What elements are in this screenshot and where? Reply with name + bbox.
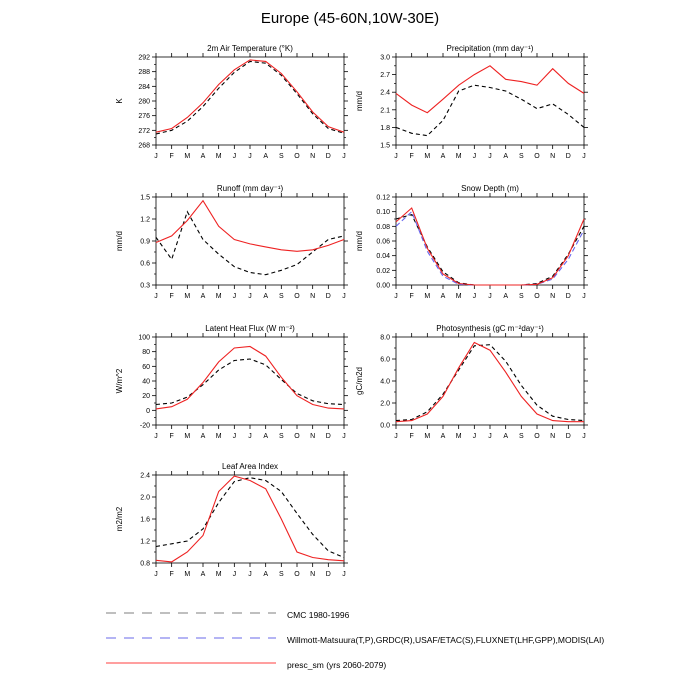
svg-text:0.06: 0.06 (376, 238, 390, 246)
svg-text:N: N (310, 433, 316, 440)
svg-text:mm/d: mm/d (115, 231, 124, 251)
svg-text:0.08: 0.08 (376, 223, 390, 231)
legend (105, 602, 604, 677)
legend-label: Willmott-Matsuura(T,P),GRDC(R),USAF/ETAC(S),FLUXNET(LHF,GPP),MODIS(LAI) (287, 634, 605, 645)
svg-text:D: D (325, 433, 331, 440)
svg-text:F: F (409, 153, 414, 160)
svg-text:M: M (184, 153, 191, 160)
svg-text:J: J (582, 153, 586, 160)
svg-text:J: J (394, 153, 398, 160)
svg-text:O: O (534, 153, 540, 160)
svg-text:J: J (248, 153, 252, 160)
svg-text:Leaf Area Index: Leaf Area Index (221, 462, 279, 471)
svg-text:A: A (503, 433, 509, 440)
svg-text:A: A (440, 153, 446, 160)
svg-text:A: A (503, 153, 509, 160)
chart-runoff (110, 182, 354, 304)
svg-text:M: M (424, 433, 431, 440)
svg-text:J: J (394, 433, 398, 440)
svg-text:J: J (248, 571, 252, 578)
svg-text:2.0: 2.0 (140, 494, 150, 502)
svg-text:F: F (409, 293, 414, 300)
chart-svg-temp (110, 42, 354, 164)
svg-text:A: A (200, 153, 206, 160)
svg-text:0: 0 (146, 407, 150, 415)
chart-svg-lhf (110, 322, 354, 444)
chart-svg-precip (350, 42, 594, 164)
svg-text:A: A (200, 293, 206, 300)
svg-text:60: 60 (142, 363, 150, 371)
svg-text:A: A (503, 293, 509, 300)
svg-text:M: M (184, 571, 191, 578)
svg-text:Latent Heat Flux (W m⁻²): Latent Heat Flux (W m⁻²) (205, 324, 295, 333)
svg-text:284: 284 (138, 83, 150, 91)
svg-text:292: 292 (138, 54, 150, 62)
svg-text:J: J (248, 433, 252, 440)
svg-text:Photosynthesis (gC m⁻²day⁻¹): Photosynthesis (gC m⁻²day⁻¹) (436, 324, 544, 333)
svg-text:M: M (215, 293, 222, 300)
svg-text:2.4: 2.4 (380, 89, 390, 97)
svg-text:D: D (565, 433, 571, 440)
svg-text:M: M (424, 153, 431, 160)
legend-label: presc_sm (yrs 2060-2079) (287, 659, 387, 670)
svg-text:J: J (342, 153, 346, 160)
svg-text:Snow Depth (m): Snow Depth (m) (461, 184, 519, 193)
legend-entry-presc-sm (105, 652, 604, 677)
svg-text:D: D (325, 153, 331, 160)
svg-text:J: J (342, 293, 346, 300)
svg-text:-20: -20 (139, 422, 150, 430)
svg-text:O: O (534, 433, 540, 440)
svg-text:O: O (294, 293, 300, 300)
svg-text:J: J (582, 433, 586, 440)
svg-text:J: J (394, 293, 398, 300)
svg-text:K: K (115, 98, 124, 104)
svg-text:M: M (455, 293, 462, 300)
svg-text:1.2: 1.2 (140, 538, 150, 546)
svg-text:N: N (550, 433, 556, 440)
svg-text:Precipitation (mm day⁻¹): Precipitation (mm day⁻¹) (446, 44, 534, 53)
svg-text:M: M (215, 571, 222, 578)
svg-text:mm/d: mm/d (355, 231, 364, 251)
legend-entry-cmc (105, 602, 604, 627)
svg-text:M: M (424, 293, 431, 300)
svg-text:F: F (169, 153, 174, 160)
svg-text:W/m^2: W/m^2 (115, 368, 124, 394)
svg-text:0.00: 0.00 (376, 282, 390, 290)
legend-line-solid-red (105, 656, 287, 674)
svg-text:M: M (215, 433, 222, 440)
svg-text:0.0: 0.0 (380, 422, 390, 430)
svg-text:N: N (550, 293, 556, 300)
chart-svg-snow (350, 182, 594, 304)
svg-text:A: A (440, 293, 446, 300)
svg-text:M: M (455, 153, 462, 160)
chart-svg-runoff (110, 182, 354, 304)
svg-text:6.0: 6.0 (380, 356, 390, 364)
svg-text:A: A (200, 433, 206, 440)
svg-text:J: J (232, 433, 237, 440)
svg-text:m2/m2: m2/m2 (115, 506, 124, 532)
svg-text:S: S (518, 293, 524, 300)
svg-text:F: F (169, 571, 174, 578)
chart-2m-air-temperature (110, 42, 354, 164)
svg-text:1.5: 1.5 (380, 142, 390, 150)
svg-text:D: D (565, 293, 571, 300)
chart-photosynthesis (350, 322, 594, 444)
svg-text:J: J (342, 571, 346, 578)
svg-text:0.9: 0.9 (140, 238, 150, 246)
svg-text:268: 268 (138, 142, 150, 150)
svg-text:J: J (582, 293, 586, 300)
svg-text:J: J (154, 571, 158, 578)
svg-text:40: 40 (142, 378, 150, 386)
svg-text:288: 288 (138, 69, 150, 77)
svg-text:S: S (518, 433, 524, 440)
svg-text:M: M (184, 293, 191, 300)
svg-text:O: O (294, 571, 300, 578)
svg-text:J: J (472, 153, 477, 160)
svg-text:S: S (278, 571, 284, 578)
svg-text:J: J (488, 293, 492, 300)
svg-text:D: D (325, 571, 331, 578)
svg-text:2.1: 2.1 (380, 107, 390, 115)
svg-text:J: J (488, 433, 492, 440)
svg-text:J: J (472, 293, 477, 300)
legend-label: CMC 1980-1996 (287, 609, 350, 620)
svg-text:D: D (565, 153, 571, 160)
svg-text:S: S (278, 433, 284, 440)
legend-line-dashed-gray (105, 606, 287, 624)
svg-text:1.8: 1.8 (380, 124, 390, 132)
svg-text:280: 280 (138, 98, 150, 106)
svg-text:80: 80 (142, 349, 150, 357)
svg-text:N: N (310, 153, 316, 160)
svg-text:O: O (294, 153, 300, 160)
chart-leaf-area-index (110, 460, 354, 582)
svg-text:2.7: 2.7 (380, 72, 390, 80)
svg-text:S: S (518, 153, 524, 160)
svg-text:8.0: 8.0 (380, 334, 390, 342)
svg-text:0.8: 0.8 (140, 560, 150, 568)
svg-text:0.10: 0.10 (376, 209, 390, 217)
svg-text:20: 20 (142, 393, 150, 401)
svg-text:N: N (310, 293, 316, 300)
svg-text:0.6: 0.6 (140, 260, 150, 268)
chart-snow-depth (350, 182, 594, 304)
legend-entry-obs (105, 627, 604, 652)
svg-text:Runoff (mm day⁻¹): Runoff (mm day⁻¹) (216, 184, 284, 193)
svg-text:1.5: 1.5 (140, 194, 150, 202)
svg-text:A: A (263, 153, 269, 160)
svg-text:2.0: 2.0 (380, 400, 390, 408)
svg-text:F: F (169, 293, 174, 300)
svg-text:J: J (342, 433, 346, 440)
svg-text:M: M (215, 153, 222, 160)
svg-text:0.12: 0.12 (376, 194, 390, 202)
svg-text:M: M (184, 433, 191, 440)
chart-precipitation (350, 42, 594, 164)
svg-text:J: J (232, 571, 237, 578)
svg-text:J: J (154, 293, 158, 300)
svg-text:S: S (278, 293, 284, 300)
svg-text:2m Air Temperature (°K): 2m Air Temperature (°K) (207, 44, 293, 53)
svg-text:A: A (200, 571, 206, 578)
svg-text:M: M (455, 433, 462, 440)
svg-text:0.3: 0.3 (140, 282, 150, 290)
chart-svg-lai (110, 460, 354, 582)
svg-text:O: O (534, 293, 540, 300)
svg-text:1.2: 1.2 (140, 216, 150, 224)
svg-text:0.04: 0.04 (376, 253, 390, 261)
svg-text:4.0: 4.0 (380, 378, 390, 386)
svg-text:J: J (472, 433, 477, 440)
svg-text:D: D (325, 293, 331, 300)
svg-text:272: 272 (138, 127, 150, 135)
svg-text:0.02: 0.02 (376, 267, 390, 275)
svg-text:J: J (232, 293, 237, 300)
svg-text:A: A (263, 571, 269, 578)
chart-svg-photo (350, 322, 594, 444)
svg-text:O: O (294, 433, 300, 440)
svg-text:J: J (154, 433, 158, 440)
legend-line-dashed-blue (105, 631, 287, 649)
svg-text:J: J (154, 153, 158, 160)
svg-text:J: J (248, 293, 252, 300)
svg-text:A: A (440, 433, 446, 440)
svg-text:S: S (278, 153, 284, 160)
page-title: Europe (45-60N,10W-30E) (260, 10, 440, 27)
svg-text:100: 100 (138, 334, 150, 342)
svg-text:1.6: 1.6 (140, 516, 150, 524)
svg-text:276: 276 (138, 113, 150, 121)
svg-text:gC/m2d: gC/m2d (355, 366, 364, 396)
svg-text:F: F (169, 433, 174, 440)
svg-text:F: F (409, 433, 414, 440)
chart-latent-heat-flux (110, 322, 354, 444)
svg-text:2.4: 2.4 (140, 472, 150, 480)
svg-text:J: J (232, 153, 237, 160)
svg-text:3.0: 3.0 (380, 54, 390, 62)
svg-text:J: J (488, 153, 492, 160)
svg-text:N: N (310, 571, 316, 578)
svg-text:N: N (550, 153, 556, 160)
svg-text:A: A (263, 433, 269, 440)
svg-text:mm/d: mm/d (355, 91, 364, 111)
svg-text:A: A (263, 293, 269, 300)
